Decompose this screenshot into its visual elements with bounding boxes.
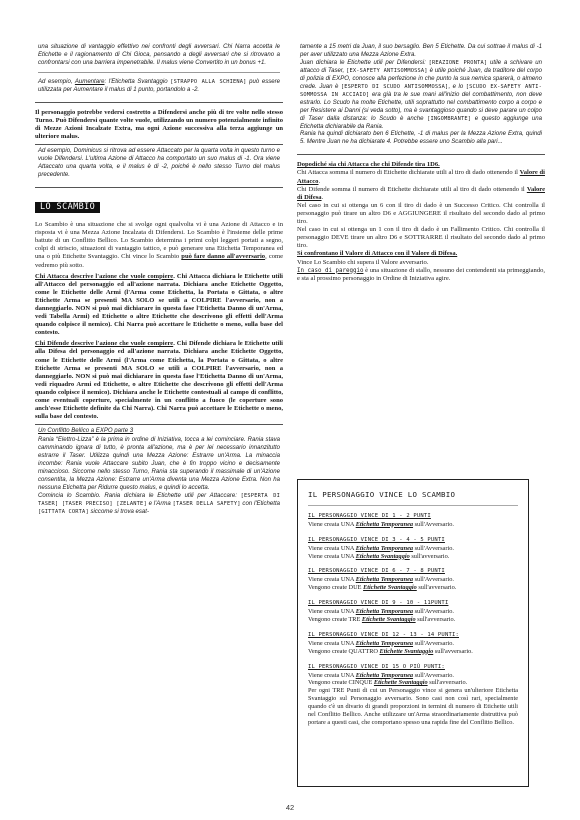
text: sull'Avversario. xyxy=(413,544,454,552)
paragraph: Nel caso in cui si ottenga un 1 con il tiro di dado è un Fallimento Critico. Chi controlla il personaggio DEVE tirare un altro D6 e SOTTRARRE il risultato del secondo dado al primo tiro. xyxy=(297,226,545,250)
divider xyxy=(38,72,280,73)
emphasis: Etichette Svantaggio xyxy=(363,584,417,592)
outcome-entry xyxy=(308,513,518,529)
text: : l'Etichetta Svantaggio xyxy=(104,78,171,85)
paragraph xyxy=(35,273,283,338)
text: . Chi Attacca dichiara le Etichette utili all'Attacco del personaggio ed all'azione narrata. Dichiara anche Etichette Oggetto, come le Etichette delle Armi (l'Arma come Etichetta, la Portata o Gittata, o altre Etichette Arma se presenti MA SOLO se utili a COLPIRE l'avversario, non a danneggiarlo. NON si può mai dichiarare in questa fase l'Etichetta Danno di un'Arma, vedi Tabella Armi) ed Etichette o altre Etichette che descrivono gli effetti dell'Arma quando colpisce il nemico). Chi Narra può accettare le Etichette o meno, sulla base del contesto. xyxy=(35,272,283,337)
text: sull'Avversario. xyxy=(413,576,454,584)
emphasis: Etichetta Temporanea xyxy=(355,520,414,528)
outcome-line xyxy=(308,545,518,553)
text: era già tra le sue mani all'inizio del combattimento, non deve estrarlo. Lo Scudo ha molte Etichette, utili soprattutto nel combattimento corpo a corpo e per Resistere ai Danni (si veda sotto), ma è svantaggioso quando si deve parare un colpo di Taser dalla distanza: lo Scudo è anche xyxy=(300,91,542,122)
outcome-line xyxy=(308,553,518,561)
outcome-line xyxy=(308,679,518,687)
outcome-line xyxy=(308,672,518,680)
tag-label: [TASER DELLA SAFETY] xyxy=(172,500,241,507)
example-box-1 xyxy=(35,44,283,103)
text: Vengono create TRE xyxy=(308,615,362,623)
emphasis: Etichette Svantaggio xyxy=(373,679,428,687)
text: sull'Avversario. xyxy=(413,520,454,528)
outcome-heading: IL PERSONAGGIO VINCE DI 1 - 2 PUNTI xyxy=(308,512,431,519)
lead-phrase: Chi Attacca descrive l'azione che vuole compiere xyxy=(35,272,174,280)
outcome-heading: IL PERSONAGGIO VINCE DI 6 - 7 - 8 PUNTI xyxy=(308,568,445,575)
outcome-box xyxy=(297,479,529,787)
outcome-entry xyxy=(308,537,518,561)
text: Viene creata UNA xyxy=(308,544,356,552)
text: può essere utilizzata per Aumentare il malus di 1 punto, portandolo a -2. xyxy=(38,78,280,93)
example-box-3 xyxy=(35,424,283,523)
text: sull'avversario. xyxy=(415,615,456,623)
text: sull'Avversario. xyxy=(413,671,454,679)
emphasis: può fare danno all'avversario xyxy=(181,253,266,261)
text: utile a schivare un attacco di Taser, xyxy=(300,59,543,74)
tag-label: [REAZIONE PRONTA] xyxy=(428,59,488,66)
text: è una situazione di stallo, nessuno dei contendenti sta primeggiando, e sta al prossimo personaggio in Ordine di Iniziativa agire. xyxy=(297,266,545,282)
text: . xyxy=(321,193,324,201)
text: , come vedremo più sotto. xyxy=(35,253,284,269)
emphasis: Etichetta Temporanea xyxy=(355,576,414,584)
lead-phrase: Dopodiché sia chi Attacca che chi Difende tira 1D6. xyxy=(297,161,440,169)
paragraph: Nel caso in cui si ottenga un 6 con il tiro di dado è un Successo Critico. Chi controlla il personaggio può tirare un altro D6 e AGGIUNGERE il risultato del secondo dado al primo tiro. xyxy=(297,201,545,226)
tag-label: [ESPERTO DI SCUDO ANTISOMMOSSA] xyxy=(340,83,449,90)
text: sull'Avversario. xyxy=(413,608,454,616)
paragraph xyxy=(297,169,545,185)
paragraph: Vince Lo Scambio chi supera il Valore avversario. xyxy=(297,258,429,266)
action-term: Aumentare xyxy=(74,78,105,85)
text: e l'Arma xyxy=(146,500,173,507)
example-text: Rania ha quindi dichiarato ben 6 Etichette, -1 di malus per la Mezza Azione Extra, quindi 5. Mentre Juan ne ha dichiarate 4. Potrebbe essere uno Scambio alla pari... xyxy=(300,131,542,146)
outcome-entry xyxy=(308,600,518,624)
tag-label: [ESPERTA DI TASER] [TASER PRECISO] [ZELANTE] xyxy=(38,492,280,507)
text: Viene creata UNA xyxy=(308,608,356,616)
text: e questo aggiunge una Etichetta dichiarabile da Rania. xyxy=(300,115,543,130)
tag-label: [GITTATA CORTA] xyxy=(38,508,89,515)
outcome-note: Per ogni TRE Punti di cui un Personaggio vince si genera un'ulteriore Etichetta Svantaggio sul Personaggio avversario. Sono casi non così rari, specialmente quando c'è un divario di grandi proporzioni in termini di numero di Etichette utili nel Conflitto Bellico. Anche utilizzare un'Arma straordinariamente distruttiva può portare a questi casi, che comportano spesso una rapida fine del Conflitto Bellico. xyxy=(308,687,518,726)
text: Chi Difende somma il numero di Etichette dichiarate utili al tiro di dado ottenendo il xyxy=(297,185,527,193)
lead-phrase: Chi Difende descrive l'azione che vuole compiere xyxy=(35,340,174,348)
paragraph xyxy=(297,267,545,283)
paragraph xyxy=(35,340,283,421)
emphasis: Etichette Svantaggio xyxy=(361,615,416,623)
outcome-entry xyxy=(308,568,518,592)
emphasis: Etichetta Svantaggio xyxy=(355,552,410,560)
text: Vengono create CINQUE xyxy=(308,679,374,687)
text: Viene creata UNA xyxy=(308,552,356,560)
outcome-line xyxy=(308,616,518,624)
text: Vengono create QUATTRO xyxy=(308,647,380,655)
outcome-heading: IL PERSONAGGIO VINCE DI 12 - 13 - 14 PUNTI: xyxy=(308,631,459,638)
emphasis: Valore di Difesa xyxy=(297,185,545,201)
tag-label: [STRAPPO ALLA SCHIENA] xyxy=(170,78,247,85)
tag-label: [EX-SAFETY ANTISOMMOSSA] xyxy=(346,67,428,74)
text: siccome si trova esat- xyxy=(88,508,149,515)
paragraph xyxy=(35,221,283,270)
text: sull'avversario. xyxy=(427,679,468,687)
example-text xyxy=(38,493,280,517)
outcome-line xyxy=(308,521,518,529)
example-text: Rania “Elettro-Lizza” è la prima in ordine di Iniziativa, tocca a lei cominciare. Rania stava camminando ignara di tutto, è pronta all'azione, ma è per lei necessario innanzitutto estrarre il Taser. Utilizza quindi una Mezza Azione: Estrarre un'Arma. La minaccia incombe: Rania vuole Attaccare subito Juan, che è fin troppo vicino e decisamente minaccioso. Siccome nello stesso Turno, Rania sta superando il massimale di un'Azione consentita, la Mezza Azione: Estrarre un'Arma diventa una Mezza Azione Extra. Non ha nessuna Etichetta per Ridurre questo malus, e quindi lo accetta. xyxy=(38,437,280,491)
text: sull'avversario. xyxy=(433,647,473,655)
text: Vengono create DUE xyxy=(308,584,364,592)
example-text: una situazione di vantaggio effettivo nei confronti degli avversari. Chi Narra accetta le Etichette e il ragionamento di Chi Gioca, pensando a degli avversari che si ritrovano a confrontarsi con una barriera impenetrabile. Il malus viene Convertito in un bonus +1. xyxy=(38,44,280,66)
emphasis: Si confrontano il Valore di Attacco con il Valore di Difesa. xyxy=(297,250,458,258)
tag-label: [SCUDO EX-SAFETY ANTI-SOMMOSSA IN ACCIAIO] xyxy=(300,83,543,98)
outcome-entry xyxy=(308,664,518,727)
text: tamente a 15 metri da Juan, il suo bersaglio. Ben 5 Etichette. Da cui sottrae il malus di -1 per aver utilizzato una Mezza Azione Extra. xyxy=(300,44,542,58)
body-text xyxy=(297,161,545,282)
text: sull'Avversario. xyxy=(413,639,454,647)
text: è utile poiché Juan, da traditore del corpo di polizia di EXPO, conosce alla perfezione in che punto la sua nemica sparerà, o almeno crede. Juan è xyxy=(300,67,542,90)
paragraph xyxy=(297,250,545,258)
page-number: 42 xyxy=(285,803,295,812)
outcome-box-title: IL PERSONAGGIO VINCE LO SCAMBIO xyxy=(308,490,456,499)
paragraph xyxy=(297,161,545,169)
text: Viene creata UNA xyxy=(308,576,356,584)
divider xyxy=(308,505,518,506)
outcome-line xyxy=(308,608,518,616)
paragraph: Il personaggio potrebbe vedersi costretto a Difendersi anche più di tre volte nello stesso Turno. Può Difendersi quante volte vuole, utilizzando un numero potenzialmente infinito di Mezze Azioni Incalzate Extra, ma ogni Azione successiva alla terza aggiunge un ulteriore malus. xyxy=(35,108,283,141)
emphasis: Etichetta Temporanea xyxy=(355,544,414,552)
text: Viene creata UNA xyxy=(308,639,356,647)
text: Lo Scambio è una situazione che si svolge ogni qualvolta vi è una Azione di Attacco e in risposta vi è una Mezza Azione Incalzata di Difendersi. Lo Scambio è l'insieme delle prime battute di un Conflitto Bellico. Lo Scambio determina i primi colpi leggeri portati a segno, colpi di striscio, situazioni di vantaggio tattico, e può generare una Etichetta Temporanea ed una o più Etichette Svantaggio. Chi vince lo Scambio xyxy=(35,221,283,261)
text: Ad esempio, xyxy=(38,78,75,85)
emphasis: Etichette Svantaggio xyxy=(379,647,434,655)
outcome-heading: IL PERSONAGGIO VINCE DI 9 - 10 - 11PUNTI xyxy=(308,600,449,607)
example-text xyxy=(38,79,280,95)
text: Juan dichiara le Etichette utili per Difendersi: xyxy=(300,59,429,66)
text: . xyxy=(318,177,321,185)
example-box-2 xyxy=(35,144,283,188)
emphasis: Etichetta Temporanea xyxy=(355,639,414,647)
outcome-entry xyxy=(308,632,518,656)
left-column xyxy=(35,44,283,530)
emphasis: Etichetta Temporanea xyxy=(355,608,414,616)
title: Un Conflitto Bellico a EXPO parte 3 xyxy=(38,428,134,435)
text: , e lo xyxy=(448,83,466,90)
outcome-line xyxy=(308,576,518,584)
example-title xyxy=(38,428,280,436)
text: . Chi Difende dichiara le Etichette utili alla Difesa del personaggio ed all'azione narrata. Dichiara anche Etichette Oggetto, come le Etichette delle Armi (l'Arma come Etichetta, la Portata o Gittata, o altre Etichette Arma se presenti MA SOLO se utili a COLPIRE l'avversario, non a danneggiarlo. NON si può mai dichiarare in questa fase l'Etichetta Danno di un'Arma, vedi riquadro Armi ed Etichette, o altre Etichette che descrivono gli effetti dell'Arma quando colpisce il nemico). Dichiara anche le Etichette contestuali al campo di conflitto, come eventuali coperture, specialmente in un conflitto a fuoco (le coperture sono anch'esse Etichette definite da Chi Narra). Chi Narra può accettare le Etichette o meno, sulla base del contesto. xyxy=(35,340,283,421)
text: sull'avversario. xyxy=(409,552,450,560)
example-text: Ad esempio, Dominicus si ritrova ad essere Attaccato per la quarta volta in questo turno e vuole Difendersi. L'ultima Azione di Attacco ha comportato un suo malus di -1. Ora viene Attaccato una quarta volta, e il malus è di -2, poiché è nello stesso Turno del malus precedente. xyxy=(38,148,280,178)
text: Comincia lo Scambio. Rania dichiara le Etichette utili per Attaccare: xyxy=(38,492,241,499)
text: Viene creata UNA xyxy=(308,671,356,679)
outcome-line xyxy=(308,640,518,648)
outcome-line xyxy=(308,648,518,656)
example-box-continued xyxy=(297,44,545,155)
text: Chi Attacca somma il numero di Etichette dichiarate utili al tiro di dado ottenendo il xyxy=(297,169,520,177)
paragraph xyxy=(297,186,545,202)
lead-phrase: In caso di pareggio xyxy=(297,267,364,274)
body-text xyxy=(35,109,283,141)
emphasis: Valore di Attacco xyxy=(297,169,545,185)
outcome-line xyxy=(308,584,518,592)
text: sull'avversario. xyxy=(416,584,457,592)
tag-label: [INGOMBRANTE] xyxy=(427,115,472,122)
text: con l'Etichetta xyxy=(240,500,280,507)
section-banner: LO SCAMBIO xyxy=(35,202,100,213)
text: Viene creata UNA xyxy=(308,520,356,528)
emphasis: Etichetta Temporanea xyxy=(355,671,414,679)
right-column xyxy=(297,44,545,286)
outcome-heading: IL PERSONAGGIO VINCE DI 3 - 4 - 5 PUNTI xyxy=(308,536,445,543)
outcome-heading: IL PERSONAGGIO VINCE DI 15 O PIÙ PUNTI: xyxy=(308,663,445,670)
body-text xyxy=(35,221,283,421)
example-text xyxy=(300,44,542,131)
